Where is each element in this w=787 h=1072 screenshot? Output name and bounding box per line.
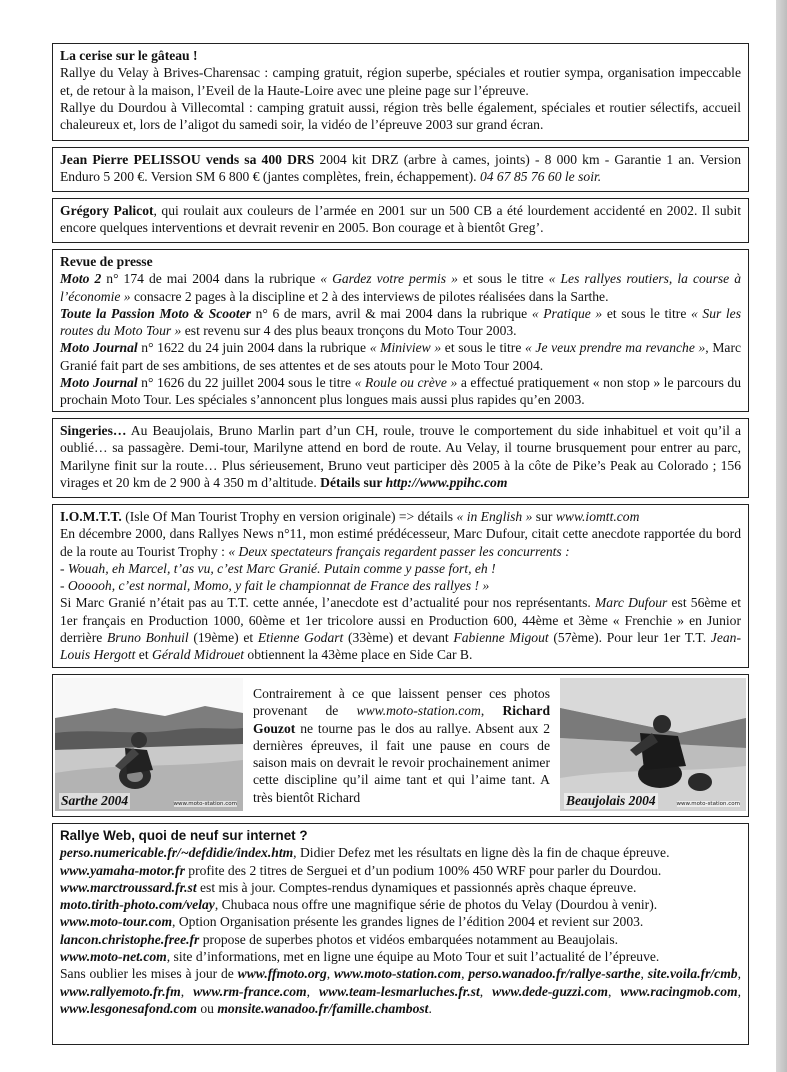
box-palicot [52,198,749,243]
web-item-moto-tour: www.moto-tour.com, Option Organisation présente les grandes lignes de l’édition 2004 et revient sur 2003. [60,914,644,930]
cerise-title: La cerise sur le gâteau ! [60,48,198,63]
palicot-text: , qui roulait aux couleurs de l’armée en 2001 sur un 500 CB a été lourdement accidenté en 2002. Il subit encore quelques interventions et devrait revenir en 2005. Bon courage et à bientôt Greg’. [60,203,741,236]
web-title: Rallye Web, quoi de neuf sur internet ? [60,828,308,843]
photo-beaujolais-2004 [560,678,746,811]
iomtt-lead: I.O.M.T.T. [60,509,122,524]
box-iomtt: I.O.M.T.T. (Isle Of Man Tourist Trophy en version originale) => détails « in English » sur www.iomtt.com En décembre 2000, dans Rallyes News n°11, mon estimé prédécesseur, Marc Dufour, citait cette anecdote rapportée du bord de la route au Tourist Trophy : « Deux spectateurs français regardent passer les concurrents : - Wouah, eh Marcel, t’as vu, c’est Marc Granié. Putain comme y passe fort, eh ! - Oooooh, c’est normal, Momo, y fait le championnat de France des rallyes ! » Si Marc Granié n’était pas au T.T. cette année, l’anecdote est d’actualité pour nos représentants. Marc Dufour est 56ème et 1er français en Production 1000, 60ème et 1er tricolore aussi en Production 600, 44ème et 3ème « Frenchie » en Junior derrière Bruno Bonhuil (19ème) et Etienne Godart (33ème) et devant Fabienne Migout (57ème). Pour leur 1er T.T. Jean-Louis Hergott et Gérald Midrouet obtiennent la 43ème place en Side Car B. [52,504,749,668]
scan-edge [776,0,787,1072]
web-item-lancon: lancon.christophe.free.fr propose de superbes photos et vidéos embarquées notamment au Beaujolais. [60,931,619,947]
web-item-yamaha: www.yamaha-motor.fr profite des 2 titres de Serguei et d’un podium 100% 450 WRF pour parler du Dourdou. [60,862,662,878]
web-item-others: Sans oublier les mises à jour de www.ffmoto.org, www.moto-station.com, perso.wanadoo.fr/rallye-sarthe, site.voila.fr/cmb, www.rallyemoto.fr.fm, www.rm-france.com, www.team-lesmarluches.fr.st, www.dede-guzzi.com, www.racingmob.com, www.lesgonesafond.com ou monsite.wanadoo.fr/famille.chambost. [60,966,742,1016]
singeries-text: Au Beaujolais, Bruno Marlin part d’un CH, roule, trouve le comportement du side inhabituel et voit qu’il a oublié… sa passagère. Demi-tour, Marilyne attend en bord de route. Au Velay, il tourne brusquement pour entrer au parc, Marilyne finit sur la route… Plus sérieusement, Bruno veut participer dès 2005 à la côte de Pike’s Peak au Colorado ; 156 virages et 20 km de 2 900 à 4 350 m d’altitude. [60,423,741,490]
presse-moto2: Moto 2 n° 174 de mai 2004 dans la rubrique « Gardez votre permis » et sous le titre « Les rallyes routiers, la course à l’économie » consacre 2 pages à la discipline et 2 à des interviews de pilotes réalisées dans la Sarthe. [60,271,741,304]
iomtt-quote3: - Oooooh, c’est normal, Momo, y fait le championnat de France des rallyes ! » [60,578,490,594]
presse-toute-la-passion: Toute la Passion Moto & Scooter n° 6 de mars, avril & mai 2004 dans la rubrique « Pratique » et sous le titre « Sur les routes du Moto Tour » est revenu sur 4 des plus beaux tronçons du Moto Tour 2003. [60,305,741,339]
web-item-defez: perso.numericable.fr/~defdidie/index.htm, Didier Defez met les résultats en ligne dès la fin de chaque épreuve. [60,845,670,861]
photo-sarthe-2004 [55,678,243,811]
singeries-url[interactable]: http://www.ppihc.com [385,474,508,490]
gouzot-text: Contrairement à ce que laissent penser ces photos provenant de www.moto-station.com, Richard Gouzot ne tourne pas le dos au rallye. Absent aux 2 dernières épreuves, il fait une pause en cours de saison mais on devrait le revoir prochainement animer cette discipline qu’il aime tant et qui l’aime tant. A très bientôt Richard [253,686,551,805]
box-presse [52,249,749,412]
presse-moto-journal-1622: Moto Journal n° 1622 du 24 juin 2004 dans la rubrique « Miniview » et sous le titre « Je veux prendre ma revanche », Marc Granié fait part de ses ambitions, de ses attentes et de ses atouts pour le Moto Tour 2004. [60,340,742,373]
presse-moto-journal-1626: Moto Journal n° 1626 du 22 juillet 2004 sous le titre « Roule ou crève » a effectué pratiquement « non stop » le parcours du prochain Moto Tour. Les spéciales s’annoncent plus longues mais aussi plus rapides qu’en 2003. [60,375,742,408]
gouzot-name: Richard Gouzot [253,703,551,736]
photo-beaujolais-credit: www.moto-station.com [676,801,740,807]
iomtt-quote2: - Wouah, eh Marcel, t’as vu, c’est Marc Granié. Putain comme y passe fort, eh ! [60,560,496,576]
web-item-tirith: moto.tirith-photo.com/velay, Chubaca nous offre une magnifique série de photos du Velay (Dourdou à venir). [60,897,658,913]
presse-title: Revue de presse [60,254,153,269]
cerise-p1: Rallye du Velay à Brives-Charensac : camping gratuit, région superbe, spéciales et routier sympa, organisation impeccable et, de retour à la maison, l’Eveil de la Haute-Loire avec une pleine page sur l’épreuve. [60,65,741,98]
photo-sarthe-caption: Sarthe 2004 [61,793,129,808]
iomtt-anecdote: En décembre 2000, dans Rallyes News n°11, mon estimé prédécesseur, Marc Dufour, citait cette anecdote rapportée du bord de la route au Tourist Trophy : [60,526,741,559]
box-cerise [52,43,749,141]
box-singeries [52,418,749,498]
photo-sarthe-credit: www.moto-station.com [173,801,237,807]
web-item-troussard: www.marctroussard.fr.st est mis à jour. Comptes-rendus dynamiques et passionnés après chaque épreuve. [60,879,637,895]
singeries-lead: Singeries… [60,423,127,438]
iomtt-results: Si Marc Granié n’était pas au T.T. cette année, l’anecdote est d’actualité pour nos représentants. Marc Dufour est 56ème et 1er français en Production 1000, 60ème et 1er tricolore aussi en Production 600, 44ème et 3ème « Frenchie » en Junior derrière Bruno Bonhuil (19ème) et Etienne Godart (33ème) et devant Fabienne Migout (57ème). Pour leur 1er T.T. Jean-Louis Hergott et Gérald Midrouet obtiennent la 43ème place en Side Car B. [60,595,741,663]
web-item-moto-net: www.moto-net.com, site d’informations, met en ligne une équipe au Moto Tour et suit l’actualité de l’épreuve. [60,949,660,965]
iomtt-url[interactable]: www.iomtt.com [555,509,640,524]
pelissou-lead: Jean Pierre PELISSOU vends sa 400 DRS [60,152,315,167]
pelissou-text: 2004 kit DRZ (arbre à cames, joints) - 8 000 km - Garantie 1 an. Version Enduro 5 200 €. Version SM 6 800 € (jantes complètes, frein, échappement). [60,152,741,185]
photo-beaujolais-caption: Beaujolais 2004 [566,793,656,808]
pelissou-phone: 04 67 85 76 60 le soir. [479,169,602,185]
palicot-lead: Grégory Palicot [60,203,154,218]
singeries-details: Détails sur [320,474,386,490]
gouzot-url[interactable]: www.moto-station.com [356,703,481,719]
box-rallye-web [52,823,749,1045]
box-pelissou [52,147,749,192]
cerise-p2: Rallye du Dourdou à Villecomtal : camping gratuit aussi, région très belle également, spéciales et routier sélectifs, accueil chaleureux et, lors de l’aligot du samedi soir, la vidéo de l’épreuve 2003 sur grand écran. [60,99,741,133]
